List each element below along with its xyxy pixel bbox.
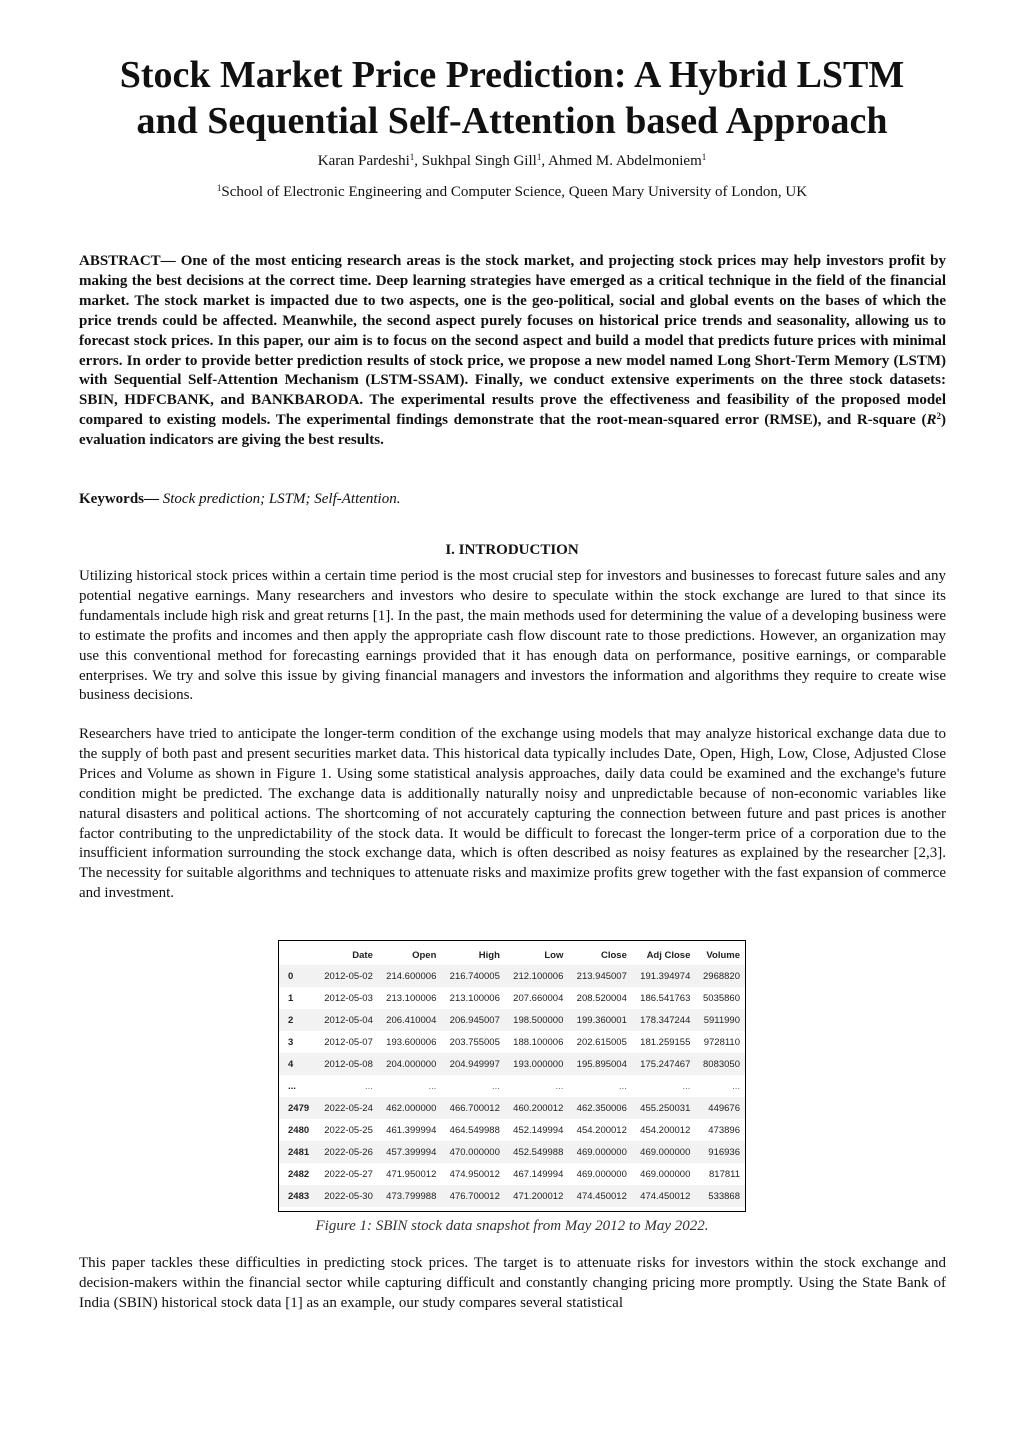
author-affil-mark: 1 xyxy=(409,152,415,162)
table-cell: 195.895004 xyxy=(568,1053,632,1075)
column-header: Open xyxy=(412,949,437,961)
keywords-label: Keywords— xyxy=(79,491,159,507)
table-row xyxy=(279,1075,745,1097)
table-cell: 2022-05-24 xyxy=(316,1097,378,1119)
table-cell: 474.950012 xyxy=(449,1168,500,1180)
affiliation-mark: 1 xyxy=(216,183,222,193)
table-cell: 213.100006 xyxy=(449,992,500,1004)
table-cell: 8083050 xyxy=(695,1053,745,1075)
table-row xyxy=(279,1163,745,1185)
abstract-label: ABSTRACT— xyxy=(79,253,176,269)
column-header xyxy=(279,945,316,965)
table-row xyxy=(279,1119,745,1141)
table-cell: ... xyxy=(491,1080,500,1092)
table-row xyxy=(279,1185,745,1207)
table-cell: 474.450012 xyxy=(632,1185,696,1207)
section-heading-introduction: I. INTRODUCTION xyxy=(445,542,579,558)
table-cell: 193.000000 xyxy=(505,1053,569,1075)
row-index-cell: 2482 xyxy=(288,1168,310,1180)
row-index-cell: 2483 xyxy=(279,1185,316,1207)
intro-paragraph-1: Utilizing historical stock prices within a certain time period is the most crucial step for investors and businesses to forecast future sales and any potential negative earnings. Many researchers and investors who desire to speculate within the stock exchange are lured to that since its fundamentals include high risk and great returns [1]. In the past, the main methods used for determining the value of a developing business were to estimate the profits and incomes and then apply the appropriate cash flow discount rate to those predictions. However, an organization may use this conventional method for forecasting earnings provided that it has enough data on performance, positive earnings, or comparable enterprises. We try and solve this issue by giving financial managers and investors the information and algorithms they require to create wise business decisions. xyxy=(79,568,946,704)
row-index-cell: 2 xyxy=(279,1009,316,1031)
keywords xyxy=(79,489,946,509)
abstract-text-end: ) evaluation indicators are giving the best results. xyxy=(79,412,946,449)
table-body xyxy=(279,965,745,1207)
table-cell: 214.600006 xyxy=(378,965,442,987)
abstract-r-symbol: R xyxy=(926,412,937,429)
table-cell: 476.700012 xyxy=(441,1185,505,1207)
table-cell: 181.259155 xyxy=(640,1036,691,1048)
row-index-cell: 2479 xyxy=(279,1097,316,1119)
table-cell: 461.399994 xyxy=(386,1124,437,1136)
table-cell: 204.949997 xyxy=(441,1053,505,1075)
table-cell: ... xyxy=(682,1080,691,1092)
column-header: High xyxy=(478,949,500,961)
table-cell: 2022-05-30 xyxy=(316,1185,378,1207)
row-index-cell: 1 xyxy=(288,992,294,1004)
stock-data-table xyxy=(279,945,745,1207)
row-index-cell: 4 xyxy=(279,1053,316,1075)
keywords-text: Stock prediction; LSTM; Self-Attention. xyxy=(159,491,401,507)
table-cell: 454.200012 xyxy=(640,1124,691,1136)
abstract-superscript: 2 xyxy=(936,411,941,422)
table-cell: 474.450012 xyxy=(568,1185,632,1207)
table-cell: 199.360001 xyxy=(568,1009,632,1031)
table-cell: 467.149994 xyxy=(513,1168,564,1180)
column-header: Adj Close xyxy=(646,949,691,961)
table-cell: 198.500000 xyxy=(505,1009,569,1031)
author-affil-mark: 1 xyxy=(701,152,707,162)
table-cell: ... xyxy=(732,1080,740,1092)
author-name: Ahmed M. Abdelmoniem xyxy=(548,153,702,169)
column-header: Volume xyxy=(706,949,740,961)
author-affil-mark: 1 xyxy=(536,152,542,162)
table-cell: 2012-05-07 xyxy=(324,1036,373,1048)
table-cell: ... xyxy=(618,1080,627,1092)
table-cell: 462.000000 xyxy=(378,1097,442,1119)
author-separator: , xyxy=(541,153,548,169)
table-cell: 469.000000 xyxy=(632,1141,696,1163)
intro-paragraph-2: Researchers have tried to anticipate the longer-term condition of the exchange using models that may analyze historical exchange data due to the supply of both past and present securities market data. This historical data typically includes Date, Open, High, Low, Close, Adjusted Close Prices and Volume as shown in Figure 1. Using some statistical analysis approaches, daily data could be examined and the exchange's future condition might be predicted. The exchange data is additionally naturally noisy and unpredictable because of non-economic variables like natural disasters and political actions. The shortcoming of not accurately capturing the connection between future and past prices is another factor contributing to the unpredictability of the stock data. It would be difficult to forecast the longer-term price of a corporation due to the insufficient information surrounding the stock exchange data, which is often described as noisy features as explained by the researcher [2,3]. The necessity for suitable algorithms and techniques to attenuate risks and maximize profits grew together with the fast expansion of commerce and investment. xyxy=(79,726,946,902)
table-cell: 462.350006 xyxy=(568,1097,632,1119)
table-cell: 175.247467 xyxy=(632,1053,696,1075)
table-cell: 212.100006 xyxy=(505,965,569,987)
table-cell: 203.755005 xyxy=(449,1036,500,1048)
table-cell: 216.740005 xyxy=(441,965,505,987)
table-cell: 471.200012 xyxy=(505,1185,569,1207)
table-cell: 471.950012 xyxy=(386,1168,437,1180)
table-row xyxy=(279,987,745,1009)
row-index-cell: ... xyxy=(288,1080,296,1092)
table-cell: 470.000000 xyxy=(441,1141,505,1163)
author-list xyxy=(0,151,1024,171)
table-cell: 5911990 xyxy=(695,1009,745,1031)
table-cell: 466.700012 xyxy=(441,1097,505,1119)
table-cell: 188.100006 xyxy=(513,1036,564,1048)
table-cell: 2012-05-04 xyxy=(316,1009,378,1031)
table-cell: ... xyxy=(364,1080,373,1092)
table-cell: 5035860 xyxy=(703,992,740,1004)
table-cell: 213.945007 xyxy=(568,965,632,987)
intro-paragraph-3: This paper tackles these difficulties in predicting stock prices. The target is to attenuate risks for investors within the stock exchange and decision-makers within the financial sector while capturing difficult and constantly changing pricing more promptly. Using the State Bank of India (SBIN) historical stock data [1] as an example, our study compares several statistical xyxy=(79,1255,946,1311)
table-cell: 2022-05-25 xyxy=(324,1124,373,1136)
table-cell: 449676 xyxy=(695,1097,745,1119)
table-cell: 2012-05-08 xyxy=(316,1053,378,1075)
table-cell: 186.541763 xyxy=(640,992,691,1004)
table-cell: 469.000000 xyxy=(640,1168,691,1180)
table-row xyxy=(279,1031,745,1053)
table-cell: 206.410004 xyxy=(378,1009,442,1031)
table-cell: 213.100006 xyxy=(386,992,437,1004)
table-cell: 2012-05-02 xyxy=(316,965,378,987)
table-cell: 191.394974 xyxy=(632,965,696,987)
table-cell: 473.799988 xyxy=(378,1185,442,1207)
title-line-1: Stock Market Price Prediction: A Hybrid LSTM xyxy=(119,54,905,96)
table-cell: 202.615005 xyxy=(576,1036,627,1048)
table-cell: 2968820 xyxy=(695,965,745,987)
table-cell: 9728110 xyxy=(703,1036,740,1048)
row-index-cell: 2481 xyxy=(279,1141,316,1163)
author-name: Karan Pardeshi xyxy=(317,153,410,169)
figure-1-stock-table xyxy=(278,940,746,1212)
table-cell: 2022-05-26 xyxy=(316,1141,378,1163)
figure-caption: Figure 1: SBIN stock data snapshot from May 2012 to May 2022. xyxy=(315,1218,709,1234)
column-header: Date xyxy=(352,949,373,961)
table-cell: 460.200012 xyxy=(505,1097,569,1119)
affiliation-text: School of Electronic Engineering and Computer Science, Queen Mary University of London, UK xyxy=(221,184,808,200)
table-cell: 204.000000 xyxy=(378,1053,442,1075)
table-cell: 208.520004 xyxy=(576,992,627,1004)
abstract xyxy=(79,252,946,451)
table-cell: 2022-05-27 xyxy=(324,1168,373,1180)
table-cell: 457.399994 xyxy=(378,1141,442,1163)
table-cell: 464.549988 xyxy=(449,1124,500,1136)
table-cell: 193.600006 xyxy=(386,1036,437,1048)
table-cell: 455.250031 xyxy=(632,1097,696,1119)
author-separator: , xyxy=(414,153,422,169)
table-cell: 207.660004 xyxy=(513,992,564,1004)
table-cell: 817811 xyxy=(709,1168,740,1180)
table-cell: 473896 xyxy=(708,1124,740,1136)
abstract-text: One of the most enticing research areas is the stock market, and projecting stock prices may help investors profit by making the best decisions at the correct time. Deep learning strategies have emerged as a critical technique in the field of the financial market. The stock market is impacted due to two aspects, one is the geo-political, social and global events on the bases of which the price trends could be affected. Meanwhile, the second aspect purely focuses on historical price trends and seasonality, allowing us to forecast stock prices. In this paper, our aim is to focus on the second aspect and build a model that predicts future prices with minimal errors. In order to provide better prediction results of stock price, we propose a new model named Long Short-Term Memory (LSTM) with Sequential Self-Attention Mechanism (LSTM-SSAM). Finally, we conduct extensive experiments on the three stock datasets: SBIN, HDFCBANK, and BANKBARODA. The experimental results prove the effectiveness and feasibility of the proposed model compared to existing models. The experimental findings demonstrate that the root-mean-squared error (RMSE), and R-square ( xyxy=(79,253,946,429)
table-row xyxy=(279,965,745,987)
column-header: Close xyxy=(601,949,627,961)
affiliation xyxy=(0,182,1024,202)
table-cell: ... xyxy=(555,1080,564,1092)
table-cell: 2012-05-03 xyxy=(324,992,373,1004)
table-cell: 452.549988 xyxy=(505,1141,569,1163)
table-cell: 916936 xyxy=(695,1141,745,1163)
table-cell: 469.000000 xyxy=(576,1168,627,1180)
table-row xyxy=(279,1053,745,1075)
row-index-cell: 2480 xyxy=(288,1124,310,1136)
table-cell: 533868 xyxy=(695,1185,745,1207)
title-line-2: and Sequential Self-Attention based Approach xyxy=(136,100,888,142)
column-header: Low xyxy=(544,949,564,961)
table-cell: 452.149994 xyxy=(513,1124,564,1136)
table-cell: 178.347244 xyxy=(632,1009,696,1031)
row-index-cell: 0 xyxy=(279,965,316,987)
table-row xyxy=(279,1009,745,1031)
table-row xyxy=(279,1141,745,1163)
row-index-cell: 3 xyxy=(288,1036,294,1048)
table-cell: 206.945007 xyxy=(441,1009,505,1031)
table-row xyxy=(279,1097,745,1119)
table-cell: 469.000000 xyxy=(568,1141,632,1163)
author-name: Sukhpal Singh Gill xyxy=(421,153,537,169)
table-cell: ... xyxy=(428,1080,437,1092)
paper-title xyxy=(60,52,964,144)
table-cell: 454.200012 xyxy=(576,1124,627,1136)
table-header-row xyxy=(279,945,745,965)
